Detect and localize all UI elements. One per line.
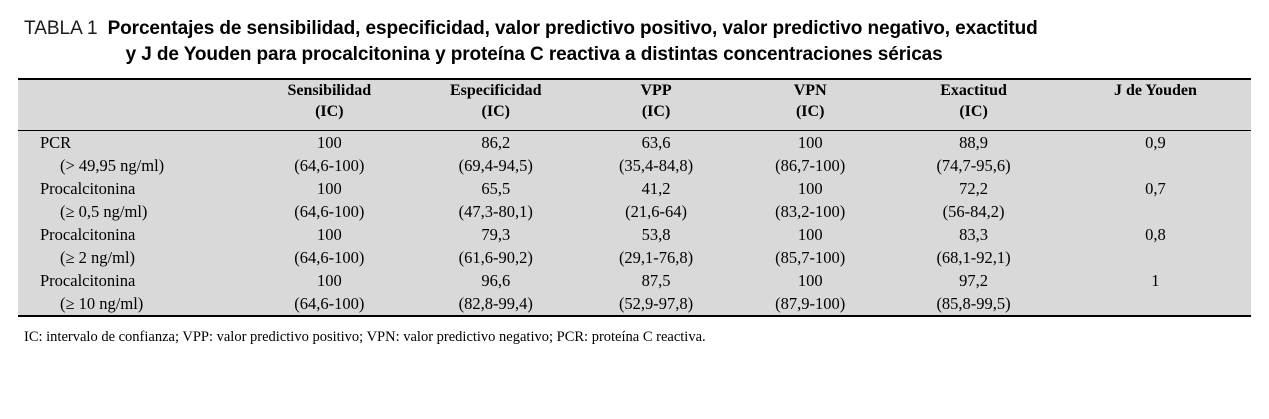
cell-exactitud-value: 97,2: [959, 271, 988, 290]
cell-sensibilidad: [246, 223, 412, 269]
cell-vpp-value: 41,2: [641, 179, 671, 198]
column-header-sensibilidad-sub: (IC): [315, 103, 344, 120]
cell-vpn-value: 100: [797, 179, 823, 198]
table-caption: [18, 12, 1251, 78]
table-header-row: [18, 80, 1251, 131]
cell-especificidad-value: 86,2: [481, 133, 511, 152]
cell-vpn-ic: (85,7-100): [775, 248, 846, 267]
column-header-vpp-sub: (IC): [641, 103, 671, 120]
row-label-threshold: (≥ 0,5 ng/ml): [60, 202, 148, 221]
cell-vpn-ic: (87,9-100): [775, 294, 846, 313]
row-label-cell: [18, 131, 246, 178]
row-label-threshold: (≥ 10 ng/ml): [60, 294, 144, 313]
cell-vpp: [579, 131, 733, 178]
column-header-youden-text: J de Youden: [1113, 82, 1197, 99]
cell-vpn-ic: (86,7-100): [775, 156, 846, 175]
cell-vpn: [733, 177, 887, 223]
cell-vpp-ic: (35,4-84,8): [618, 156, 694, 175]
row-label-text: Procalcitonina: [40, 271, 136, 290]
column-header-sensibilidad: [246, 80, 412, 131]
column-header-especificidad-sub: (IC): [481, 103, 510, 120]
cell-vpn-value: 100: [797, 133, 823, 152]
data-table: [18, 80, 1251, 315]
cell-sensibilidad: [246, 177, 412, 223]
column-header-vpp: [579, 80, 733, 131]
row-label-threshold: (≥ 2 ng/ml): [60, 248, 136, 267]
column-header-vpn-sub: (IC): [795, 103, 825, 120]
cell-youden-value: 0,9: [1145, 133, 1166, 152]
cell-vpp-value: 53,8: [641, 225, 671, 244]
row-label-text: PCR: [40, 133, 72, 152]
cell-youden-value: 0,8: [1145, 225, 1166, 244]
column-header-especificidad: [413, 80, 579, 131]
table-row: [18, 223, 1251, 269]
table-row: [18, 177, 1251, 223]
table-footnote: IC: intervalo de confianza; VPP: valor predictivo positivo; VPN: valor predictivo negativo; PCR: proteína C reactiva.: [24, 329, 706, 345]
cell-sensibilidad-value: 100: [316, 179, 342, 198]
cell-youden-value: 1: [1151, 271, 1160, 290]
cell-vpp-ic: (21,6-64): [625, 202, 687, 221]
cell-youden: [1060, 223, 1251, 269]
cell-exactitud-value: 83,3: [959, 225, 988, 244]
cell-sensibilidad: [246, 269, 412, 315]
cell-exactitud: [887, 131, 1060, 178]
cell-youden: [1060, 269, 1251, 315]
cell-vpp: [579, 269, 733, 315]
cell-exactitud: [887, 223, 1060, 269]
cell-vpn: [733, 223, 887, 269]
cell-exactitud: [887, 177, 1060, 223]
column-header-exactitud: [887, 80, 1060, 131]
cell-exactitud-ic: (56-84,2): [942, 202, 1005, 221]
cell-sensibilidad-ic: (64,6-100): [294, 294, 365, 313]
cell-especificidad-ic: (47,3-80,1): [458, 202, 533, 221]
cell-especificidad: [413, 223, 579, 269]
cell-vpp: [579, 223, 733, 269]
data-table-container: [18, 78, 1251, 317]
cell-especificidad-ic: (82,8-99,4): [458, 294, 533, 313]
column-header-vpn-text: VPN: [793, 82, 827, 99]
cell-especificidad: [413, 269, 579, 315]
cell-exactitud: [887, 269, 1060, 315]
cell-especificidad-ic: (69,4-94,5): [458, 156, 533, 175]
cell-vpn: [733, 131, 887, 178]
table-title-line2: y J de Youden para procalcitonina y proteína C reactiva a distintas concentraciones séricas: [125, 44, 943, 65]
cell-vpn-value: 100: [797, 225, 823, 244]
cell-sensibilidad: [246, 131, 412, 178]
cell-youden-value: 0,7: [1145, 179, 1166, 198]
cell-vpp-value: 63,6: [641, 133, 671, 152]
row-label-text: Procalcitonina: [40, 225, 136, 244]
cell-vpn: [733, 269, 887, 315]
cell-vpp-ic: (52,9-97,8): [618, 294, 694, 313]
column-header-youden: [1060, 80, 1251, 131]
row-label-cell: [18, 223, 246, 269]
column-header-sensibilidad-text: Sensibilidad: [287, 82, 372, 99]
cell-sensibilidad-value: 100: [316, 271, 342, 290]
cell-exactitud-value: 72,2: [959, 179, 988, 198]
column-header-rowlabel: [18, 80, 246, 131]
column-header-vpp-text: VPP: [640, 82, 672, 99]
table-row: [18, 269, 1251, 315]
column-header-especificidad-text: Especificidad: [449, 82, 542, 99]
row-label-cell: [18, 177, 246, 223]
row-label-threshold: (> 49,95 ng/ml): [60, 156, 165, 175]
cell-vpp-ic: (29,1-76,8): [618, 248, 694, 267]
cell-sensibilidad-ic: (64,6-100): [294, 248, 365, 267]
cell-sensibilidad-value: 100: [316, 133, 342, 152]
column-header-exactitud-sub: (IC): [959, 103, 988, 120]
cell-exactitud-ic: (68,1-92,1): [936, 248, 1011, 267]
cell-vpn-ic: (83,2-100): [775, 202, 846, 221]
cell-especificidad-value: 79,3: [481, 225, 511, 244]
table-number-label: TABLA 1: [24, 18, 98, 39]
cell-exactitud-ic: (85,8-99,5): [936, 294, 1011, 313]
cell-exactitud-ic: (74,7-95,6): [936, 156, 1011, 175]
cell-sensibilidad-ic: (64,6-100): [294, 202, 365, 221]
table-title-line1: Porcentajes de sensibilidad, especificidad, valor predictivo positivo, valor predictivo negativo, exactitud: [107, 18, 1038, 39]
row-label-cell: [18, 269, 246, 315]
cell-vpp-value: 87,5: [641, 271, 671, 290]
cell-especificidad: [413, 177, 579, 223]
cell-exactitud-value: 88,9: [959, 133, 988, 152]
cell-vpn-value: 100: [797, 271, 823, 290]
table-title: [108, 16, 1038, 68]
column-header-vpn: [733, 80, 887, 131]
cell-sensibilidad-ic: (64,6-100): [294, 156, 365, 175]
row-label-text: Procalcitonina: [40, 179, 136, 198]
cell-youden: [1060, 131, 1251, 178]
cell-especificidad: [413, 131, 579, 178]
cell-especificidad-ic: (61,6-90,2): [458, 248, 533, 267]
table-row: [18, 131, 1251, 178]
cell-youden: [1060, 177, 1251, 223]
cell-sensibilidad-value: 100: [316, 225, 342, 244]
cell-vpp: [579, 177, 733, 223]
table-header: [18, 80, 1251, 131]
cell-especificidad-value: 96,6: [481, 271, 511, 290]
table-body: [18, 131, 1251, 316]
cell-especificidad-value: 65,5: [481, 179, 511, 198]
column-header-exactitud-text: Exactitud: [940, 82, 1007, 99]
